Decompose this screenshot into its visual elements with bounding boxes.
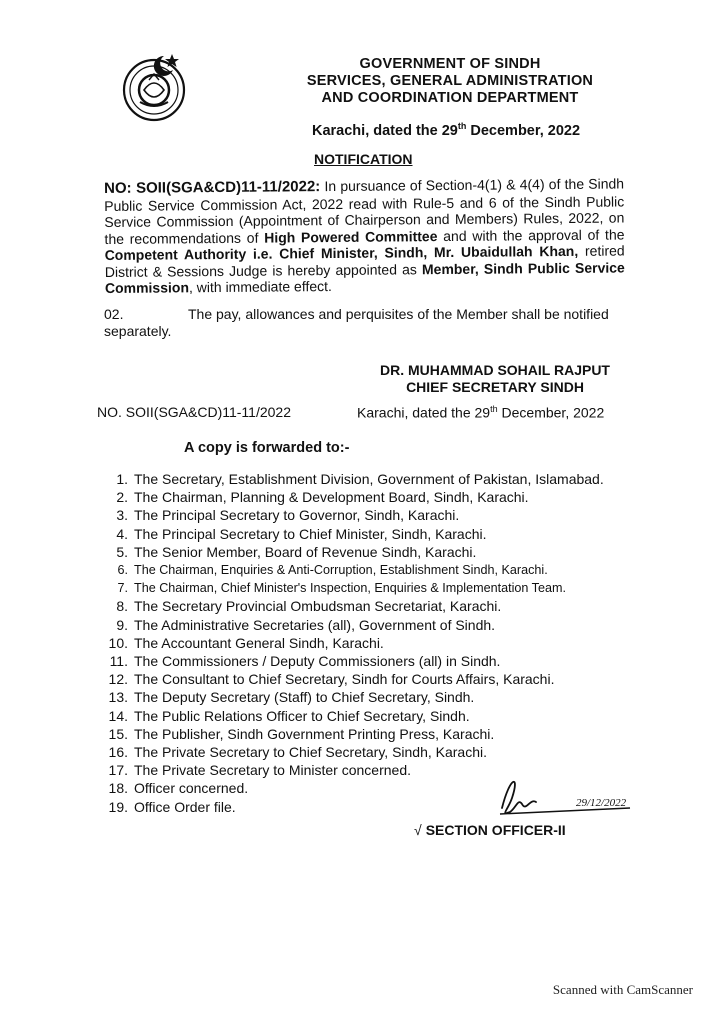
date-suffix: December, 2022 [466,122,581,139]
list-item-number: 11. [109,653,128,670]
list-item-number: 10. [108,634,128,651]
pay-paragraph [104,306,624,340]
section-officer [414,822,566,838]
date-sup: th [457,121,467,131]
signatory-block [360,362,630,396]
list-item-text: The Private Secretary to Chief Secretary, Sindh, Karachi. [134,744,488,761]
date-prefix: Karachi, dated the 29 [312,122,458,139]
list-item [108,670,628,688]
list-item-number: 9. [116,616,128,633]
list-item [108,743,628,761]
list-item-text: Officer concerned. [134,780,249,797]
list-item-text: The Secretary Provincial Ombudsman Secretariat, Karachi. [134,598,502,615]
list-item-number: 3. [116,507,128,524]
list-item-text: The Public Relations Officer to Chief Secretary, Sindh. [134,707,470,724]
list-item-text: The Senior Member, Board of Revenue Sindh, Karachi. [134,543,477,560]
checkmark-icon: √ [414,822,422,838]
sindh-government-seal-icon [116,50,192,126]
notification-date [312,121,580,139]
list-item-number: 18. [108,780,128,797]
list-item [108,688,628,706]
list-item [108,707,628,725]
list-item-number: 4. [116,525,128,542]
list-item [108,725,628,743]
list-item [108,634,628,652]
list-item-number: 14. [108,707,128,724]
list-item [108,579,628,597]
list-item-text: The Principal Secretary to Governor, Sindh, Karachi. [134,507,460,524]
list-item [108,652,628,670]
list-item-number: 13. [108,689,128,706]
list-item-number: 7. [117,581,128,596]
list-item-text: The Chairman, Chief Minister's Inspection, Enquiries & Implementation Team. [134,581,566,596]
signatory-title: CHIEF SECRETARY SINDH [406,379,584,395]
notification-body [104,175,625,296]
list-item-text: The Secretary, Establishment Division, Government of Pakistan, Islamabad. [134,471,604,487]
list-item-text: The Administrative Secretaries (all), Government of Sindh. [134,616,496,633]
body-text-d: , with immediate effect. [188,278,332,296]
list-item [108,506,628,524]
list-item-number: 19. [108,798,128,815]
list-item-text: The Chairman, Planning & Development Board, Sindh, Karachi. [134,489,529,506]
list-item-number: 8. [116,598,128,615]
list-item-text: The Deputy Secretary (Staff) to Chief Secretary, Sindh. [134,689,475,706]
body-bold-b: Competent Authority i.e. Chief Minister, Sindh, Mr. Ubaidullah Khan, [104,242,579,263]
recipient-list [108,470,628,816]
list-item-number: 17. [108,762,128,779]
reference-date [357,404,604,421]
handwritten-date: 29/12/2022 [576,797,627,809]
list-item-number: 6. [117,563,128,578]
list-item-number: 15. [108,725,128,742]
header-line-1: GOVERNMENT OF SINDH [359,56,541,72]
list-item [108,561,628,579]
department-header [300,56,600,107]
pay-text: The pay, allowances and perquisites of the Member shall be notified separately. [104,306,609,339]
list-item-text: The Consultant to Chief Secretary, Sindh for Courts Affairs, Karachi. [134,671,555,688]
body-bold-a: High Powered Committee [264,227,438,246]
list-item-number: 2. [116,489,128,506]
header-line-2: SERVICES, GENERAL ADMINISTRATION [306,73,594,89]
list-item-text: The Private Secretary to Minister concerned. [134,762,412,779]
header-line-3: AND COORDINATION DEPARTMENT [321,90,579,106]
list-item-text: The Commissioners / Deputy Commissioners (all) in Sindh. [134,653,501,670]
list-item [108,470,628,488]
body-bold-c: Member, Sindh Public Service Commission [104,258,625,296]
scanner-footer: Scanned with CamScanner [552,982,693,997]
list-item-number: 12. [108,671,128,688]
list-item-text: The Publisher, Sindh Government Printing Press, Karachi. [134,725,495,742]
ref-date-suffix: December, 2022 [497,404,605,421]
body-text-a: In pursuance of Section-4(1) & 4(4) of the Sindh Public Service Commission Act, 2022 read with Rule-5 and 6 of the Sindh Public Service Commission (Appointment of Chairperson and Members) Rules, 2022, on the recommendations of [104,175,625,247]
paragraph-number: 02. [104,306,124,322]
list-item-number: 5. [116,543,128,560]
list-item-text: The Principal Secretary to Chief Minister, Sindh, Karachi. [134,525,487,542]
list-item [108,543,628,561]
list-item-text: The Accountant General Sindh, Karachi. [134,634,384,651]
list-item [108,616,628,634]
list-item [108,597,628,615]
list-item [108,488,628,506]
notification-title: NOTIFICATION [314,151,413,167]
ref-date-prefix: Karachi, dated the 29 [357,404,491,421]
list-item-text: The Chairman, Enquiries & Anti-Corruption, Establishment Sindh, Karachi. [134,563,548,578]
copy-forwarded-heading: A copy is forwarded to:- [184,440,350,456]
reference-number: NO. SOII(SGA&CD)11-11/2022 [97,404,291,420]
list-item-number: 1. [116,471,128,487]
body-text-c: retired District & Sessions Judge is hereby appointed as [104,242,625,280]
list-item-number: 16. [108,744,128,761]
section-officer-label: SECTION OFFICER-II [425,822,566,838]
ref-date-sup: th [490,404,498,414]
notification-number: NO: SOII(SGA&CD)11-11/2022: [104,178,321,197]
list-item [108,525,628,543]
body-text-b: and with the approval of the [437,225,625,244]
list-item-text: Office Order file. [134,798,236,815]
signatory-name: DR. MUHAMMAD SOHAIL RAJPUT [380,362,610,378]
reference-line [97,404,617,420]
